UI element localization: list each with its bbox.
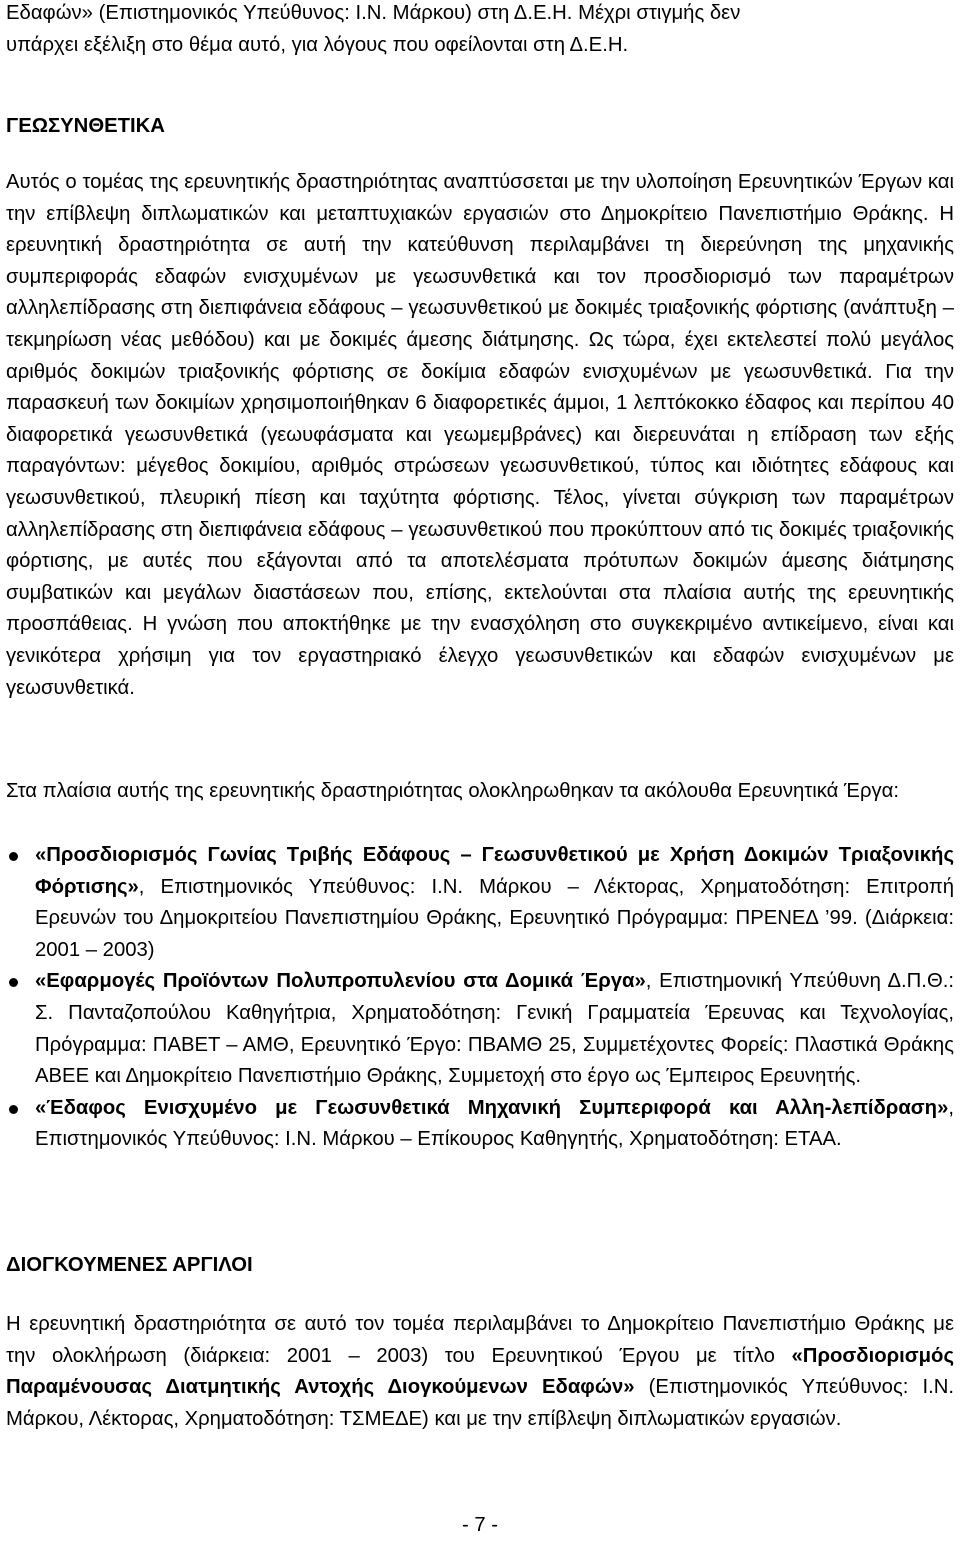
bullet-icon: [9, 1105, 18, 1114]
bullet-icon: [9, 852, 18, 861]
project-title: «Προσδιορισμός Γωνίας Τριβής Εδάφους – Γεωσυνθετικού με Χρήση Δοκιμών Τριαξονικής Φόρτισης»: [35, 844, 954, 898]
list-item: [6, 840, 954, 966]
list-item: [6, 966, 954, 1092]
expansive-clays-paragraph: [6, 1309, 954, 1435]
project-details: , Επιστημονική Υπεύθυνη Δ.Π.Θ.: Σ. Πανταζοπούλου Καθηγήτρια, Χρηματοδότηση: Γενική Γραμματεία Έρευνας και Τεχνολογίας, Πρόγραμμα: ΠΑΒΕΤ – ΑΜΘ, Ερευνητικό Έργο: ΠΒΑΜΘ 25, Συμμετέχοντες Φορείς: Πλαστικά Θράκης ΑΒΕΕ και Δημοκρίτειο Πανεπιστήμιο Θράκης, Συμμετοχή στο έργο ως Έμπειρος Ερευνητής.: [35, 970, 954, 1088]
section-heading-geosynthetics: ΓΕΩΣΥΝΘΕΤΙΚΑ: [6, 115, 165, 137]
project-title: «Εφαρμογές Προϊόντων Πολυπροπυλενίου στα Δομικά Έργα»: [35, 970, 646, 993]
intro-text: [6, 0, 954, 61]
paragraph-text-end: (Επιστημονικός Υπεύθυνος: Ι.Ν. Μάρκου, Λέκτορας, Χρηματοδότηση: ΤΣΜΕΔΕ) και με την επίβλεψη διπλωματικών εργασιών.: [6, 1376, 955, 1430]
list-item: [6, 1093, 954, 1156]
project-title: «Έδαφος Ενισχυμένο με Γεωσυνθετικά Μηχανική Συμπεριφορά και Αλλη-λεπίδραση»: [35, 1096, 949, 1119]
paragraph-text-start: Η ερευνητική δραστηριότητα σε αυτό τον τομέα περιλαμβάνει το Δημοκρίτειο Πανεπιστήμιο Θράκης με την ολοκλήρωση (διάρκεια: 2001 – 2003) του Ερευνητικού Έργου με τίτλο: [6, 1313, 954, 1367]
geosynthetics-paragraph: Αυτός ο τομέας της ερευνητικής δραστηριότητας αναπτύσσεται με την υλοποίηση Ερευνητικών Έργων και την επίβλεψη διπλωματικών και μεταπτυχιακών εργασιών στο Δημοκρίτειο Πανεπιστήμιο Θράκης. Η ερευνητική δραστηριότητα σε αυτή την κατεύθυνση περιλαμβάνει τη διερεύνηση της μηχανικής συμπεριφοράς εδαφών ενισχυμένων με γεωσυνθετικά και τον προσδιορισμό των παραμέτρων αλληλεπίδρασης στη διεπιφάνεια εδάφους – γεωσυνθετικού με δοκιμές τριαξονικής φόρτισης (ανάπτυξη – τεκμηρίωση νέας μεθόδου) και με δοκιμές άμεσης διάτμησης. Ως τώρα, έχει εκτελεστεί πολύ μεγάλος αριθμός δοκιμών τριαξονικής φόρτισης σε δοκίμια εδαφών ενισχυμένων με γεωσυνθετικά. Για την παρασκευή των δοκιμίων χρησιμοποιήθηκαν 6 διαφορετικές άμμοι, 1 λεπτόκοκκο έδαφος και περίπου 40 διαφορετικά γεωσυνθετικά (γεωυφάσματα και γεωμεμβράνες) και διερευνάται η επίδραση των εξής παραγόντων: μέγεθος δοκιμίου, αριθμός στρώσεων γεωσυνθετικού, τύπος και ιδιότητες εδάφους και γεωσυνθετικού, πλευρική πίεση και ταχύτητα φόρτισης. Τέλος, γίνεται σύγκριση των παραμέτρων αλληλεπίδρασης στη διεπιφάνεια εδάφους – γεωσυνθετικού που προκύπτουν από τις δοκιμές τριαξονικής φόρτισης, με αυτές που εξάγονται από τα αποτελέσματα πρότυπων δοκιμών άμεσης διάτμησης συμβατικών και μεγάλων διαστάσεων που, επίσης, εκτελούνται στα πλαίσια αυτής της ερευνητικής προσπάθειας. Η γνώση που αποκτήθηκε με την ενασχόληση στο συγκεκριμένο αντικείμενο, είναι και γενικότερα χρήσιμη για τον εργαστηριακό έλεγχο γεωσυνθετικών και εδαφών ενισχυμένων με γεωσυνθετικά.: [6, 171, 954, 699]
project-details: , Επιστημονικός Υπεύθυνος: Ι.Ν. Μάρκου – Λέκτορας, Χρηματοδότηση: Επιτροπή Ερευνών του Δημοκριτείου Πανεπιστημίου Θράκης, Ερευνητικό Πρόγραμμα: ΠΡΕΝΕΔ ’99. (Διάρκεια: 2001 – 2003): [35, 875, 954, 961]
projects-intro: Στα πλαίσια αυτής της ερευνητικής δραστηριότητας ολοκληρωθηκαν τα ακόλουθα Ερευνητικά Έργα:: [6, 780, 899, 802]
page-number: - 7 -: [461, 1514, 499, 1536]
intro-line-2: υπάρχει εξέλιξη στο θέμα αυτό, για λόγους που οφείλονται στη Δ.Ε.Η.: [6, 33, 629, 56]
project-title: «Προσδιορισμός Παραμένουσας Διατμητικής Αντοχής Διογκούμενων Εδαφών»: [6, 1344, 954, 1399]
bullet-icon: [9, 978, 18, 987]
intro-line-1: Εδαφών» (Επιστημονικός Υπεύθυνος: Ι.Ν. Μάρκου) στη Δ.Ε.Η. Μέχρι στιγμής δεν: [6, 2, 741, 24]
section-heading-expansive-clays: ΔΙΟΓΚΟΥΜΕΝΕΣ ΑΡΓΙΛΟΙ: [6, 1254, 253, 1276]
projects-list: [6, 840, 954, 1156]
project-details: , Επιστημονικός Υπεύθυνος: Ι.Ν. Μάρκου – Επίκουρος Καθηγητής, Χρηματοδότηση: ΕΤΑΑ.: [35, 1096, 954, 1151]
